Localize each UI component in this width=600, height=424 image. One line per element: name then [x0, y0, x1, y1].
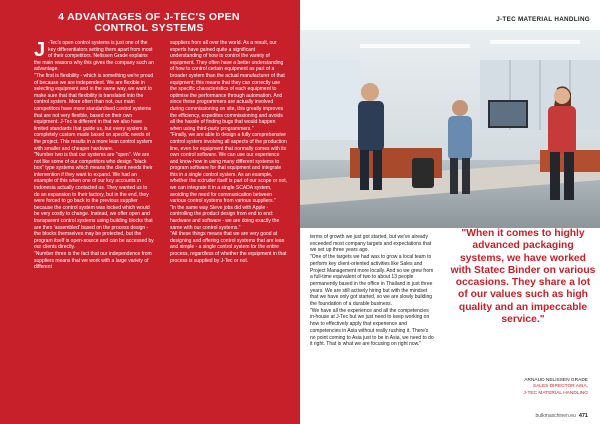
footer-site: bulkmaschinen.eu — [535, 413, 576, 419]
attribution-name: ARNAUD NELISSEN GRADE — [524, 378, 588, 383]
section-header: J-TEC MATERIAL HANDLING — [496, 16, 590, 23]
paragraph: "Finally, we are able to design a fully comprehensive control system involving all aspects of the production line, even for equipment that normally comes with its own control software. We can use our experience and know-how in using many different systems to program software for that equipment and integrate this in a single control system. As an example, whether the extruder itself is part of our scope or not, we can integrate it in a single SCADA system, avoiding the need for communication between various control systems from various suppliers." — [170, 132, 288, 205]
paragraph: "All these things means that we are very good at designing and offering control systems that are lean and simple - a single control system for the entire process, regardless of whether the equipment in that process is supplied by J-Tec or not. — [170, 231, 287, 264]
paragraph: "Number two is that our systems are "open". We are not like some of our competitors who design "black box" type systems which means the client needs their intervention if they want to expand. We had an example of this when one of our key accounts in Indonesia actually contacted us. They wanted us to do an expansion to their factory, but in the end, they were forced to go back to the previous supplier because the control system was locked which would be very costly to change. Instead, we offer open and transparent control systems using building blocks that are then 'assembled' based on the process design - the blocks themselves may be protected, but the program itself is open-source and can be accessed by our clients directly. — [34, 152, 154, 251]
paragraph: "Number three is the fact that our independence from suppliers means that we work with a large variety of different — [34, 251, 152, 271]
attribution-company: J-TEC MATERIAL HANDLING — [523, 390, 588, 396]
article-title: 4 ADVANTAGES OF J-TEC'S OPEN CONTROL SYSTEMS — [58, 11, 240, 34]
paragraph: "We have all the experience and all the competencies in-house at J-Tec but we just need to keep working on how to effectively apply that experience and competencies in Asia without really rushing it. There's no point coming to Asia just to be in Asia, we need to do it right. That is what we are focusing on right now." — [310, 307, 434, 348]
paragraph: "The first is flexibility - which is something we're proud of because we are independent. We are flexible in selecting equipment and in the same way, we want to make sure that that flexibility is translated into the control system. More often than not, our main competitors have more standardised control systems that are not very flexible, based on their own equipment. J-Tec is different in that we also have limited standards that guide us, but every system is completely custom made based on specific needs of the project. This results in a more lean control system with smaller and cheaper hardware. — [34, 72, 154, 152]
pull-quote: "When it comes to highly advanced packaging systems, we have worked with Statec Binder on various occasions. They share a lot of our values such as high quality and an impeccable service." — [450, 228, 596, 326]
paragraph: terms of growth we just got started, but we've already exceeded most company targets and expectations that we set up three years ago. — [310, 234, 432, 254]
right-page — [300, 0, 600, 424]
text-column-1 — [34, 40, 154, 271]
attribution-role: SALES DIRECTOR ASIA, — [532, 384, 588, 390]
page-footer — [536, 413, 589, 419]
page-number: 471 — [578, 413, 588, 419]
text-column-3 — [310, 234, 435, 348]
quote-attribution — [524, 378, 589, 397]
office-photo — [300, 30, 600, 228]
drop-cap: J — [34, 39, 46, 61]
paragraph: "One of the targets we had was to grow a local team to perform key client-oriented activities like Sales and Project Management more locally. And so we grew from a full-time equivalent of two to about 13 people permanently based in the office in Thailand in just three years. We are still actively hiring but with the mindset that we have only got started, so we are slowly building the foundation of a durable business. — [310, 254, 434, 308]
paragraph: "In the same way Steve jobs did with Apple - controlling the product design from end to end: hardware and software - we are doing exactly the same with our control systems." — [170, 204, 280, 231]
paragraph: J -Tec's open control systems is just one of the key differentiators setting them apart from most of their competitors. Nelissen Grade explains the main reasons why this gives the company such an advantage. — [34, 39, 154, 73]
text-column-2 — [170, 40, 288, 264]
paragraph: suppliers from all over the world. As a result, our experts have gained quite a significant understanding of how to control the variety of equipment. They often have a better understanding of how to control certain equipment as part of a broader system than the actual manufacturer of that equipment; this means that they can correctly use the specific characteristics of each equipment to optimise the performance through automation. And since these programmers are actually involved during commissioning on site, this greatly improves the efficiency, expedites commissioning and avoids all the hassle of finding bugs that would happen when using third-party programmers." — [170, 40, 285, 132]
